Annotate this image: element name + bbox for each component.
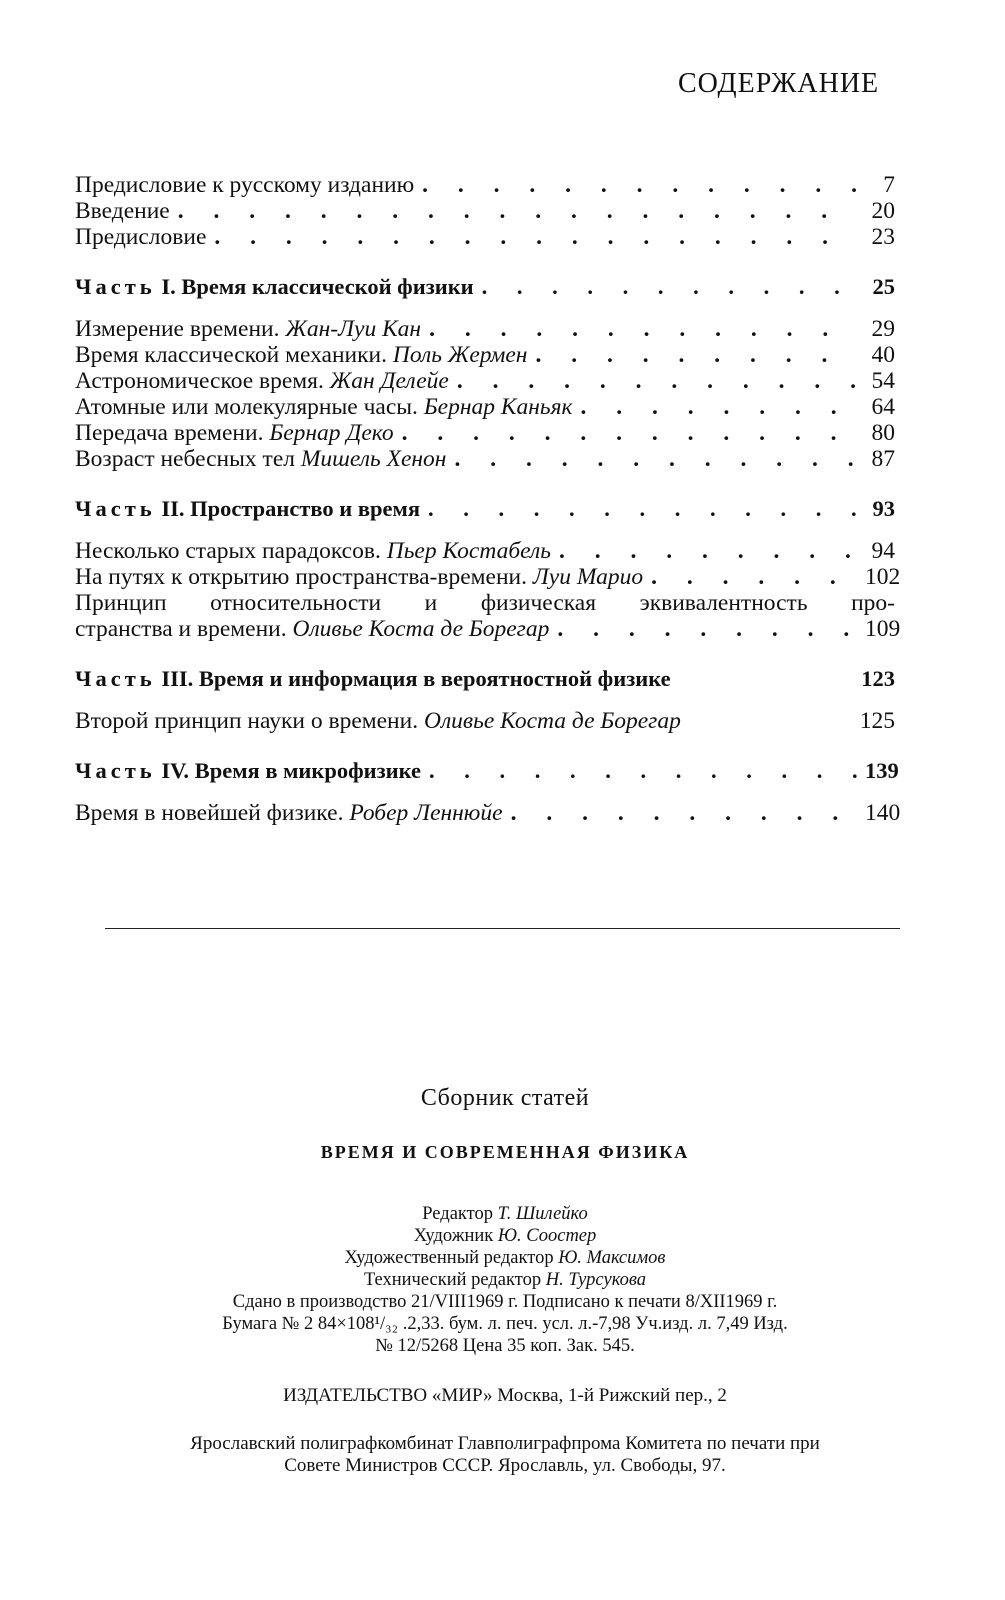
credit-line	[95, 1247, 915, 1269]
toc-part-heading[interactable]	[75, 756, 899, 786]
toc-entry-title: Атомные или молекулярные часы.	[75, 394, 418, 420]
credit-name: Ю. Максимов	[558, 1248, 666, 1268]
toc-entry-page: 123	[861, 666, 895, 691]
toc-entry-page: 87	[871, 446, 895, 472]
printer-info	[95, 1433, 915, 1477]
leader-dots	[422, 172, 857, 198]
credit-role: Редактор	[422, 1204, 493, 1224]
print-info-line: № 12/5268 Цена 35 коп. Зак. 545.	[375, 1336, 635, 1356]
leader-dots	[429, 316, 857, 342]
leader-dots	[482, 272, 857, 302]
toc-entry-author: Оливье Коста де Борегар	[292, 616, 550, 642]
leader-dots	[178, 198, 857, 224]
credit-name: Ю. Соостер	[497, 1226, 597, 1246]
colophon-subtitle: Сборник статей	[420, 1085, 590, 1111]
toc-part-heading[interactable]	[75, 494, 895, 524]
toc-entry[interactable]	[75, 394, 895, 420]
colophon-book-title: ВРЕМЯ И СОВРЕМЕННАЯ ФИЗИКА	[320, 1142, 690, 1162]
leader-dots	[651, 564, 857, 590]
credit-name: Н. Турсукова	[545, 1270, 647, 1290]
toc-entry-title: Второй принцип науки о времени.	[75, 708, 419, 734]
toc-entry[interactable]	[75, 616, 901, 642]
leader-dots	[454, 446, 857, 472]
toc-entry-page: 20	[871, 198, 895, 224]
part-word: Часть	[75, 496, 156, 521]
toc-entry[interactable]	[75, 368, 895, 394]
toc-entry[interactable]	[75, 538, 895, 564]
toc-entry[interactable]	[75, 564, 901, 590]
toc-entry[interactable]	[75, 342, 895, 368]
print-info-line: Бумага № 2 84×108¹/₃₂ .2,33. бум. л. печ. усл. л.-7,98 Уч.изд. л. 7,49 Изд.	[222, 1314, 788, 1334]
credit-name: Т. Шилейко	[497, 1204, 588, 1224]
toc-entry-page: 29	[871, 316, 895, 342]
printer-line: Ярославский полиграфкомбинат Главполиграфпрома Комитета по печати при	[190, 1433, 820, 1454]
toc-entry-author: Жан-Луи Кан	[285, 316, 422, 342]
credit-role: Художественный редактор	[344, 1248, 554, 1268]
toc-entry-title: Астрономическое время.	[75, 368, 324, 394]
toc-entry-title: Время в новейшей физике.	[75, 800, 344, 826]
toc-entry-title-line[interactable]: Принцип относительности и физическая эквивалентность про-	[75, 590, 895, 616]
toc-entry-page: 25	[872, 274, 895, 299]
toc-part-heading[interactable]	[75, 664, 895, 694]
toc-entry[interactable]	[75, 420, 895, 446]
leader-dots	[402, 420, 857, 446]
page-title: СОДЕРЖАНИЕ	[678, 68, 880, 99]
toc-entry-author: Поль Жермен	[392, 342, 528, 368]
leader-dots	[457, 368, 857, 394]
leader-dots	[428, 494, 857, 524]
toc-entry-author: Жан Делейе	[329, 368, 449, 394]
toc-entry-author: Робер Леннюйе	[349, 800, 503, 826]
toc-entry[interactable]	[75, 708, 895, 734]
part-word: Часть	[75, 758, 156, 783]
print-info-line: Сдано в производство 21/VIII1969 г. Подписано к печати 8/XII1969 г.	[232, 1292, 778, 1312]
toc-entry-title: Время классической механики.	[75, 342, 387, 368]
toc-entry[interactable]	[75, 224, 895, 250]
toc-entry-title: Возраст небесных тел	[75, 446, 295, 472]
toc-entry-page: 7	[883, 172, 895, 198]
leader-dots	[581, 394, 857, 420]
part-label: IV. Время в микрофизике	[161, 758, 422, 783]
divider-line	[105, 928, 900, 929]
toc-entry-title: Передача времени.	[75, 420, 264, 446]
toc-entry-author: Пьер Костабель	[386, 538, 551, 564]
toc-entry-title: Предисловие к русскому изданию	[75, 172, 415, 198]
toc-entry-title: На путях к открытию пространства-времени.	[75, 564, 527, 590]
printer-line: Совете Министров СССР. Ярославль, ул. Свободы, 97.	[284, 1455, 726, 1476]
leader-dots	[557, 616, 857, 642]
toc-entry-title: Несколько старых парадоксов.	[75, 538, 381, 564]
toc-entry-page: 109	[865, 616, 901, 642]
table-of-contents	[75, 172, 901, 826]
publisher-line: ИЗДАТЕЛЬСТВО «МИР» Москва, 1-й Рижский пер., 2	[283, 1385, 727, 1406]
credit-role: Технический редактор	[363, 1270, 542, 1290]
toc-entry-page: 94	[871, 538, 895, 564]
toc-entry-page: 93	[872, 496, 895, 521]
toc-entry-title: Предисловие	[75, 224, 207, 250]
toc-entry[interactable]	[75, 172, 895, 198]
toc-entry[interactable]	[75, 316, 895, 342]
toc-entry-author: Оливье Коста де Борегар	[423, 708, 681, 734]
leader-dots	[214, 224, 857, 250]
toc-entry-page: 54	[871, 368, 895, 394]
toc-entry-page: 64	[871, 394, 895, 420]
toc-entry-page: 139	[865, 758, 899, 783]
toc-entry-author: Бернар Деко	[269, 420, 394, 446]
toc-entry-author: Бернар Каньяк	[423, 394, 573, 420]
toc-entry-title: Измерение времени.	[75, 316, 280, 342]
toc-entry-author: Луи Марио	[532, 564, 644, 590]
toc-entry-title: странства и времени.	[75, 616, 287, 642]
part-word: Часть	[75, 666, 156, 691]
leader-dots	[511, 800, 857, 826]
credits	[95, 1203, 915, 1357]
credit-line	[95, 1203, 915, 1225]
toc-entry-page: 40	[871, 342, 895, 368]
toc-entry-page: 23	[871, 224, 895, 250]
toc-entry-page: 80	[871, 420, 895, 446]
part-label: III. Время и информация в вероятностной физике	[161, 666, 671, 691]
credit-line	[95, 1225, 915, 1247]
part-word: Часть	[75, 274, 156, 299]
colophon	[95, 1085, 915, 1477]
toc-entry[interactable]	[75, 446, 895, 472]
part-label: I. Время классической физики	[161, 274, 474, 299]
toc-entry-title: Введение	[75, 198, 170, 224]
toc-entry-page: 140	[865, 800, 901, 826]
leader-dots	[429, 756, 857, 786]
credit-role: Художник	[413, 1226, 494, 1246]
part-label: II. Пространство и время	[161, 496, 421, 521]
toc-entry-page: 102	[865, 564, 901, 590]
credit-line	[95, 1269, 915, 1291]
toc-entry-page: 125	[859, 708, 895, 734]
toc-part-heading[interactable]	[75, 272, 895, 302]
leader-dots	[559, 538, 857, 564]
toc-entry[interactable]	[75, 198, 895, 224]
leader-dots	[535, 342, 857, 368]
toc-entry[interactable]	[75, 800, 901, 826]
toc-entry-author: Мишель Хенон	[300, 446, 447, 472]
